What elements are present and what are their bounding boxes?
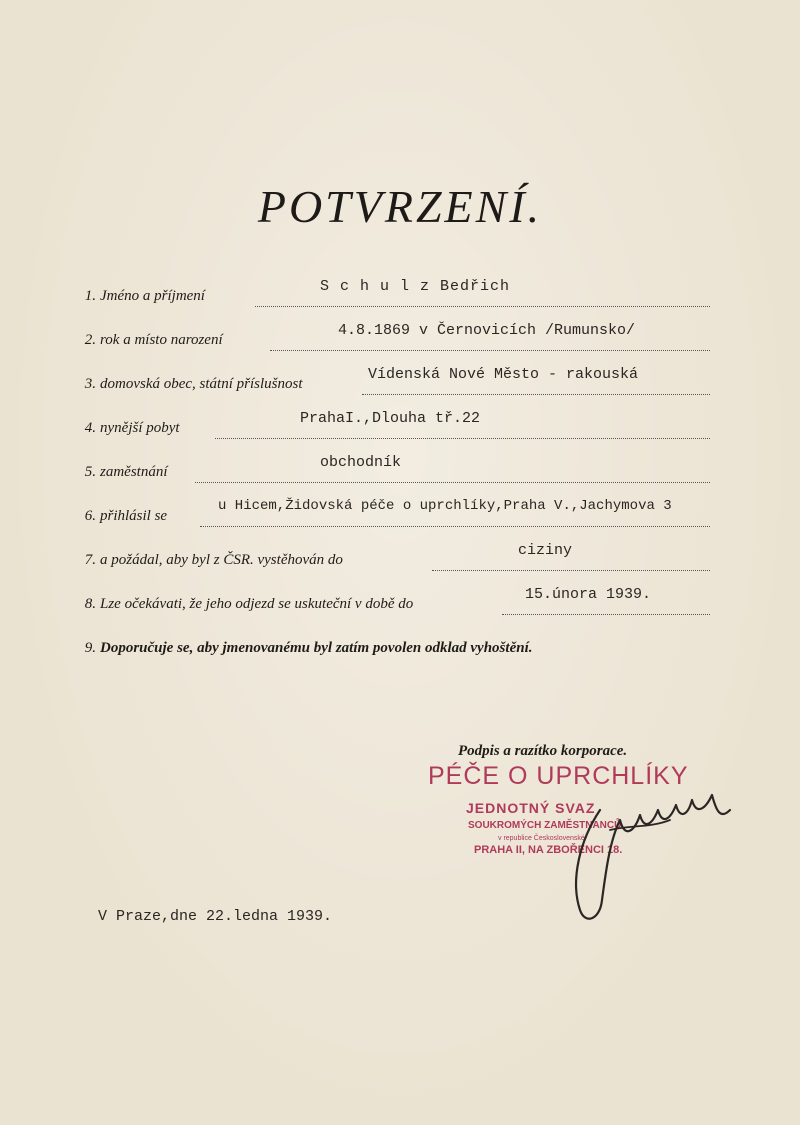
field-number: 1. — [84, 288, 96, 304]
field-row-name — [0, 270, 800, 310]
field-row-domicile — [0, 358, 800, 398]
dotted-line — [502, 614, 710, 615]
dotted-line — [270, 350, 710, 351]
field-label: Jméno a příjmení — [100, 288, 205, 304]
stamp-line: SOUKROMÝCH ZAMĚSTNANCŮ — [468, 820, 622, 831]
field-label: rok a místo narození — [100, 332, 223, 348]
field-number: 4. — [84, 420, 96, 436]
handwritten-signature — [540, 770, 740, 930]
document-title: POTVRZENÍ. — [257, 181, 543, 232]
field-row-departure — [0, 578, 800, 618]
dotted-line — [255, 306, 710, 307]
field-number: 7. — [84, 552, 96, 568]
field-row-registered — [0, 490, 800, 530]
field-value: PrahaI.,Dlouha tř.22 — [300, 410, 481, 427]
field-label: zaměstnání — [100, 464, 168, 480]
field-label: nynější pobyt — [100, 420, 180, 436]
field-row-recommendation — [0, 622, 800, 662]
field-value: 15.února 1939. — [525, 586, 652, 603]
field-label: Doporučuje se, aby jmenovanému byl zatím povolen odklad vyhoštění. — [100, 640, 533, 656]
field-number: 9. — [84, 640, 96, 656]
field-label: přihlásil se — [100, 508, 168, 524]
dotted-line — [200, 526, 710, 527]
place-date: V Praze,dne 22.ledna 1939. — [98, 908, 333, 925]
field-label: a požádal, aby byl z ČSR. vystěhován do — [100, 552, 343, 568]
field-number: 5. — [84, 464, 96, 480]
field-number: 6. — [84, 508, 96, 524]
field-value: S c h u l z Bedřich — [320, 278, 511, 295]
stamp-line: PRAHA II, NA ZBOŘENCI 18. — [474, 844, 623, 856]
dotted-line — [362, 394, 710, 395]
field-number: 8. — [84, 596, 96, 612]
dotted-line — [432, 570, 710, 571]
signature-label: Podpis a razítko korporace. — [458, 743, 628, 759]
field-row-emigration — [0, 534, 800, 574]
field-number: 3. — [84, 376, 96, 392]
field-value: ciziny — [518, 542, 573, 559]
field-value: u Hicem,Židovská péče o uprchlíky,Praha V.,Jachymova 3 — [218, 498, 672, 514]
field-value: obchodník — [320, 454, 402, 471]
dotted-line — [195, 482, 710, 483]
stamp-line: JEDNOTNÝ SVAZ — [466, 800, 596, 816]
field-row-residence — [0, 402, 800, 442]
field-row-birth — [0, 314, 800, 354]
field-row-occupation — [0, 446, 800, 486]
field-label: Lze očekávati, že jeho odjezd se uskuteční v době do — [100, 596, 414, 612]
stamp-line: v republice Československé — [498, 835, 585, 842]
field-number: 2. — [84, 332, 96, 348]
stamp-line: PÉČE O UPRCHLÍKY — [428, 762, 689, 790]
field-value: Vídenská Nové Město - rakouská — [368, 366, 639, 383]
dotted-line — [215, 438, 710, 439]
field-value: 4.8.1869 v Černovicích /Rumunsko/ — [338, 322, 636, 339]
field-label: domovská obec, státní příslušnost — [100, 376, 303, 392]
